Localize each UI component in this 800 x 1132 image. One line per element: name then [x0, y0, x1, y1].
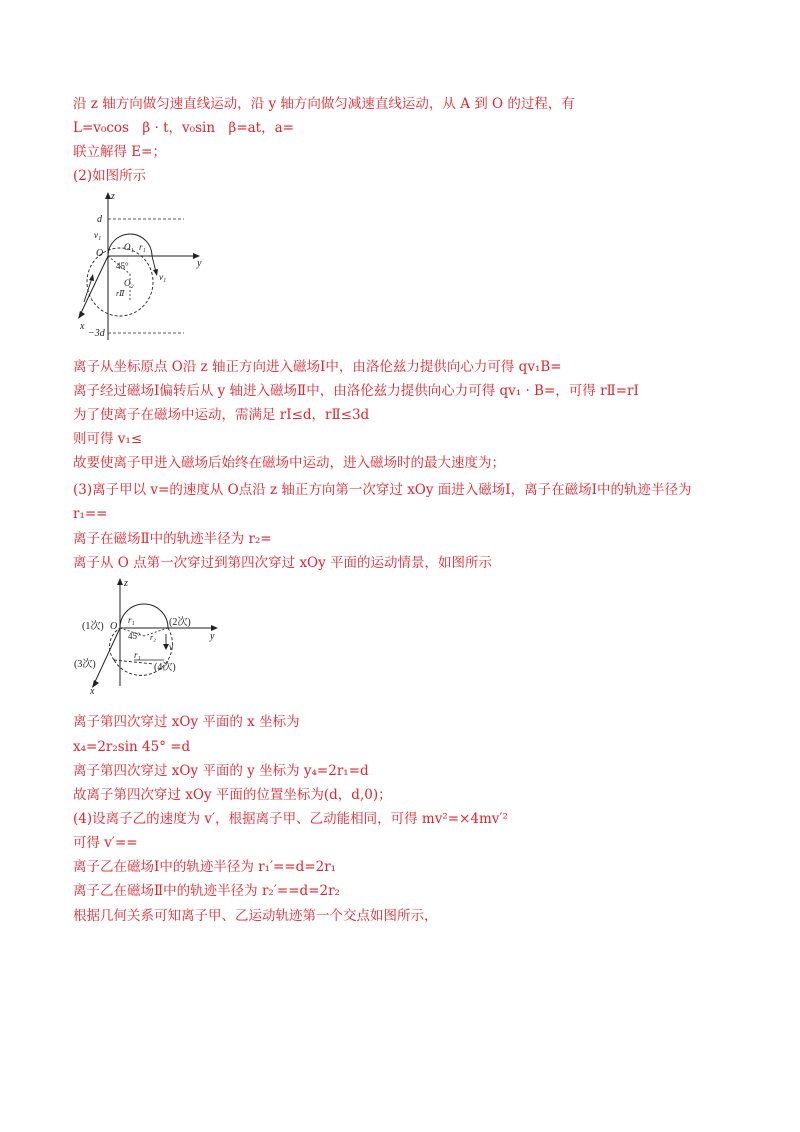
figure-2-trajectory-diagram: [74, 576, 229, 698]
fig2-v-label: v: [169, 642, 173, 652]
fig2-crossing-2-label: (2次): [169, 617, 191, 628]
text-line-12: 离子在磁场Ⅱ中的轨迹半径为 r₂=: [73, 531, 272, 547]
text-line-22: 根据几何关系可知离子甲、乙运动轨迹第一个交点如图所示，: [73, 908, 438, 924]
text-line-3: 联立解得 E=；: [73, 144, 166, 160]
fig1-y-label: y: [197, 258, 202, 269]
fig1-angle-label: 45°: [116, 261, 129, 271]
text-line-4: (2)如图所示: [73, 168, 147, 184]
text-line-8: 则可得 v₁≤: [73, 431, 143, 447]
fig1-o2-label: O₂: [124, 278, 134, 288]
fig2-y-label: y: [210, 631, 215, 642]
fig1-origin-label: O: [96, 248, 104, 259]
fig1-rii-label: rⅡ: [116, 289, 125, 298]
text-line-6: 离子经过磁场Ⅰ偏转后从 y 轴进入磁场Ⅱ中，由洛伦兹力提供向心力可得 qv₁ · B=，可得 rⅡ=rⅠ: [73, 383, 639, 399]
text-line-5: 离子从坐标原点 O沿 z 轴正方向进入磁场Ⅰ中，由洛伦兹力提供向心力可得 qv₁B=: [73, 359, 562, 375]
fig2-crossing-1-label: (1次): [82, 621, 104, 632]
text-line-1: 沿 z 轴方向做匀速直线运动，沿 y 轴方向做匀减速直线运动，从 A 到 O 的过程，有: [73, 96, 575, 112]
fig1-neg3d-label: −3d: [88, 328, 105, 339]
fig2-origin-label: O: [110, 621, 118, 632]
text-line-21: 离子乙在磁场Ⅱ中的轨迹半径为 r₂′==d=2r₂: [73, 883, 340, 899]
fig2-r2-label: r₂: [150, 633, 156, 642]
text-line-2: L=v₀cos β · t，v₀sin β=at，a=: [73, 120, 294, 136]
text-line-18: (4)设离子乙的速度为 v′，根据离子甲、乙动能相同，可得 mv²=×4mv′²: [73, 811, 508, 827]
text-line-15: x₄=2r₂sin 45° =d: [73, 739, 191, 755]
fig2-crossing-3-label: (3次): [74, 659, 96, 670]
text-line-13: 离子从 O 点第一次穿过到第四次穿过 xOy 平面的运动情景，如图所示: [73, 555, 493, 571]
fig1-r1-label: r₁: [139, 242, 146, 252]
fig1-z-label: z: [111, 191, 115, 202]
fig2-r1-label: r₁: [128, 615, 135, 625]
fig1-v1-label: v₁: [94, 230, 102, 240]
text-line-7: 为了使离子在磁场中运动，需满足 rⅠ≤d，rⅡ≤3d: [73, 407, 370, 423]
fig2-r1b-label: r₁: [134, 650, 141, 660]
text-line-16: 离子第四次穿过 xOy 平面的 y 坐标为 y₄=2r₁=d: [73, 763, 369, 779]
text-line-10: (3)离子甲以 v=的速度从 O点沿 z 轴正方向第一次穿过 xOy 面进入磁场Ⅰ，离子在磁场Ⅰ中的轨迹半径为: [73, 482, 692, 498]
fig1-x-label: x: [80, 321, 85, 332]
text-line-11: r₁==: [73, 506, 108, 522]
fig1-o1-label: O₁: [124, 242, 134, 252]
text-line-17: 故离子第四次穿过 xOy 平面的位置坐标为(d，d,0)；: [73, 787, 392, 803]
text-line-19: 可得 v′==: [73, 835, 138, 851]
fig1-v1b-label: v₁: [159, 272, 167, 282]
fig2-crossing-4-label: (4次): [154, 662, 176, 673]
text-line-20: 离子乙在磁场Ⅰ中的轨迹半径为 r₁′==d=2r₁: [73, 859, 337, 875]
text-line-9: 故要使离子甲进入磁场后始终在磁场中运动，进入磁场时的最大速度为；: [73, 455, 505, 471]
figure-1-magnetic-field-diagram: [78, 190, 208, 345]
fig2-z-label: z: [124, 578, 128, 589]
fig1-d-label: d: [97, 214, 102, 225]
text-line-14: 离子第四次穿过 xOy 平面的 x 坐标为: [73, 714, 300, 730]
fig2-x-label: x: [90, 686, 95, 697]
fig2-angle-label: 45°: [128, 631, 141, 641]
